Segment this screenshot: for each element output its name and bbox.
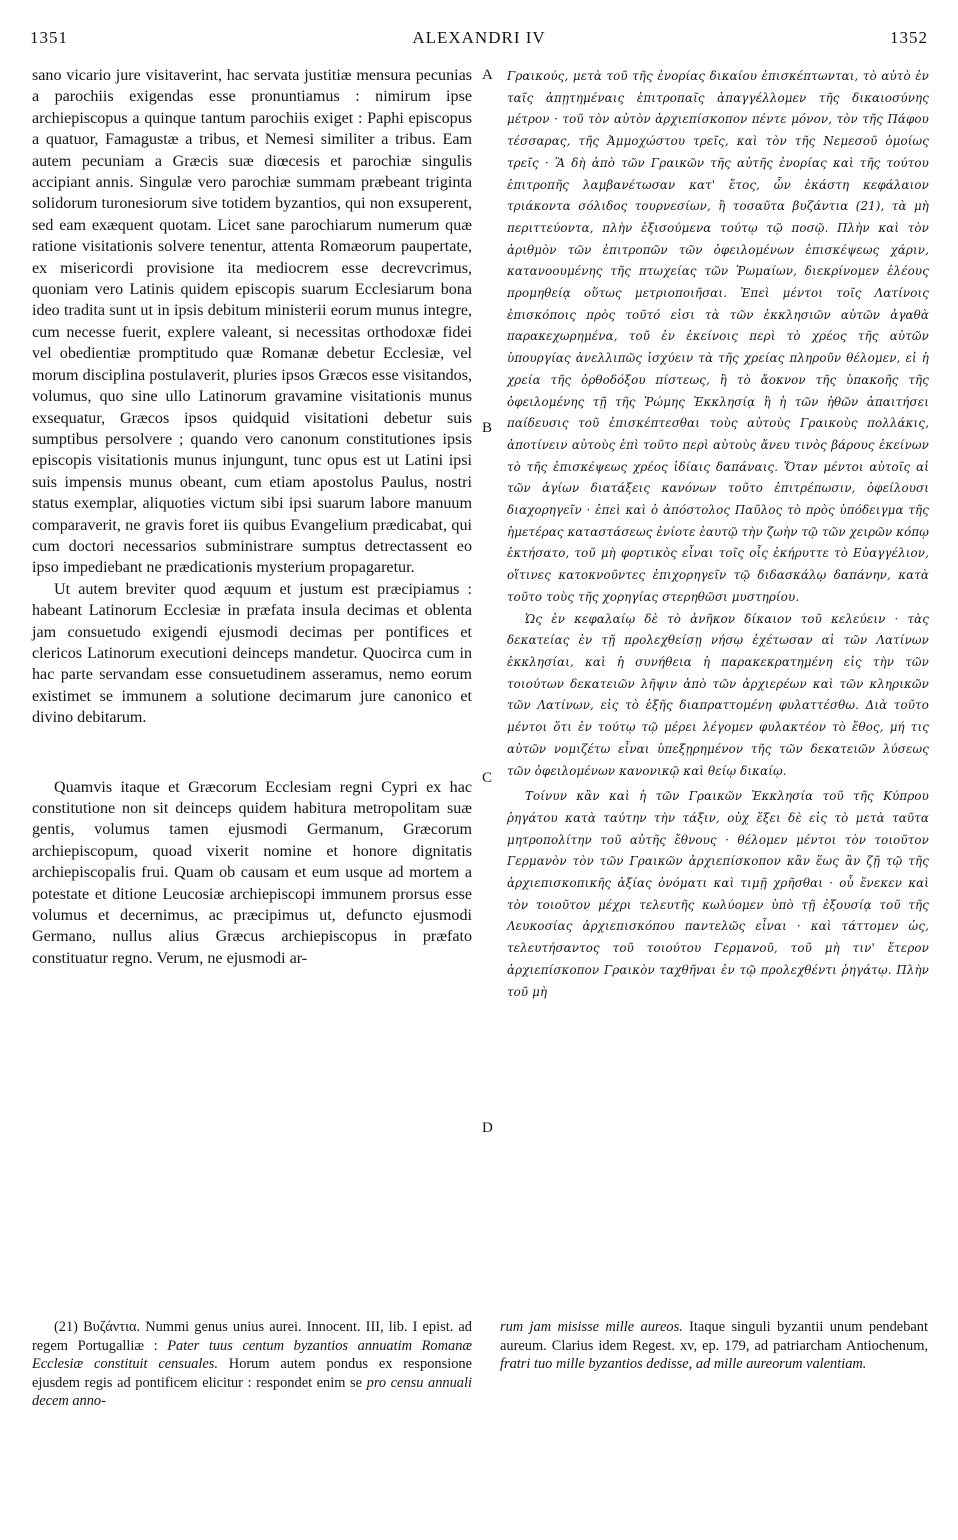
footnote-left [32,1318,472,1411]
margin-letter-b: B [482,420,493,436]
footnote-right-text: Itaque singuli byzantii unum pendebant aureum. Clarius idem Regest. xv, ep. 179, ad patriarcham Antiochenum, [500,1319,928,1354]
latin-paragraph-3: Quamvis itaque et Græcorum Ecclesiam regni Cypri ex hac constitutione non sit deinceps quidem habitura metropolitam suæ gentis, volumus tamen ejusmodi Germanum, Græcorum archiepiscopum, quoad vixerit nomine et honore dignitatis archiepiscopalis frui. Quam ob causam et eum usque ad mortem a potestate et ditione Leucosiæ archiepiscopi immunem prorsus esse volumus et decernimus, ac præcipimus ut, defuncto ejusmodi Germano, nullus alius Græcus archiepiscopus in præfato constituatur regno. Verum, ne ejusmodi ar- [32,778,472,967]
margin-letter-a: A [482,67,493,83]
running-title: ALEXANDRI IV [412,28,546,47]
margin-letter-c: C [482,770,493,786]
footnote-right-italic: rum jam misisse mille aureos. [500,1319,683,1335]
latin-paragraph-2: Ut autem breviter quod æquum et justum est præcipiamus : habeant Latinorum Ecclesiæ in præfata insula decimas et oblenta jam consuetudo exigendi ejusmodi decimas per pontifices et clericos Latinorum executioni deinceps mandetur. Quocirca cum in hac parte servandam esse consuetudinem asseramus, nemo eorum existimet se immunem a solutione decimarum jure canonico et divino debitarum. [32,580,472,727]
footnote-greek-word: Βυζάντια. [83,1319,141,1335]
margin-letter-d: D [482,1120,493,1136]
greek-column [507,66,929,1003]
latin-column [32,65,472,969]
footnote-right [500,1318,928,1374]
greek-paragraph-3: Τοίνυν κἂν καὶ ἡ τῶν Γραικῶν Ἐκκλησία τοῦ τῆς Κύπρου ῥηγάτου κατὰ ταύτην τὴν τάξιν, οὐχ ἕξει δὲ εἰς τὸ μετὰ ταῦτα μητροπολίτην τοῦ αὐτῆς ἔθνους · θέλομεν μέντοι τὸν τοιοῦτον Γερμανὸν τὸν τῶν Γραικῶν ἀρχιεπίσκοπον κἂν ἕως ἂν ζῇ τῷ τῆς ἀρχιεπισκοπικῆς ἀξίας ὀνόματι καὶ τιμῇ χρῆσθαι · οὗ ἕνεκεν καὶ τὸν τοιοῦτον μέχρι τελευτῆς κωλύομεν ὑπὸ τῇ ἐξουσίᾳ τοῦ τῆς Λευκοσίας ἀρχιεπισκόπου παντελῶς εἶναι · καὶ τάττομεν ὡς, τελευτήσαντος τοῦ τοιούτου Γερμανοῦ, τοῦ μὴ τιν' ἕτερον ἀρχιεπίσκοπον Γραικὸν ταχθῆναι ἐν τῷ προλεχθέντι ῥηγάτῳ. Πλὴν τοῦ μὴ [507,789,929,999]
footnote-italic-b: pro censu annuali decem anno- [32,1374,472,1410]
page-header [30,28,928,54]
footnote-text-b: Horum autem pondus ex responsione ejusdem regis ad pontificem elicitur : respondet enim se [32,1356,472,1391]
right-page-number: 1352 [890,28,928,47]
greek-paragraph-1: Γραικούς, μετὰ τοῦ τῆς ἐνορίας δικαίου ἐπισκέπτωνται, τὸ αὐτὸ ἐν ταῖς ἀπῃτημέναις ἐπιτροπαῖς ἀπαγγέλλομεν τῆς δικαιοσύνης μέτρον · τοῦ τὸν αὐτὸν ἀρχιεπίσκοπον πέντε μόνον, τὸν τῆς Πάφου τέσσαρας, τῆς Ἀμμοχώστου τρεῖς, καὶ τὸν τῆς Νεμεσοῦ ὁμοίως τρεῖς · Ἃ δὴ ἀπὸ τῶν Γραικῶν τῆς αὐτῆς ἐνορίας καὶ τῆς τούτου ἐπιτροπῆς λαμβανέτωσαν κατ' ἔτος, ὧν ἑκάστη κεφάλαιον τριάκοντα σόλιδος τουρνεσίων, ἢ τοσαῦτα βυζάντια (21), τὰ μὴ περιττεύοντα, πλὴν ἐξισούμενα τούτῳ τῷ ποσῷ. Πλὴν καὶ τὸν ἀριθμὸν τῶν ἐπιτροπῶν τῶν ὀφειλομένων ἐπισκέψεως χάριν, κατανοουμένης τῆς πτωχείας τῶν Ῥωμαίων, διεκρίνομεν ἐλέους προμηθείᾳ οὕτως μετριοποιῆσαι. Ἐπεὶ μέντοι τοῖς Λατίνοις ἐπισκόποις πρὸς τοῦτό εἰσι τὰ τῶν ἐκκλησιῶν αὐτῶν ἀγαθὰ παρακεχωρημένα, τοῦ ἐν ἐκείνοις περὶ τὸ χρέος τῆς αὐτῶν ὑπουργίας ἀνελλιπῶς ἰσχύειν τὰ τῆς χρείας πληροῦν θέλομεν, εἰ ἡ χρεία τῆς ὀρθοδόξου πίστεως, ἢ τὸ ἄοκνον τῆς ὑπακοῆς τῆς ὀφειλομένης τῇ τῆς Ῥώμης Ἐκκλησίᾳ ἢ ἡ τῶν ἠθῶν ἀπαιτήσει παίδευσις τοῦ ἐπισκέπτεσθαι τοὺς αὐτοὺς Γραικοὺς πολλάκις, ἀποτίνειν αὐτοὺς ἐπὶ τοῦτο περὶ αὐτοὺς ἄνευ τινὸς βάρους ἐκείνων τὸ τῆς ἐπισκέψεως χρέος ἰδίαις δαπάναις. Ὅταν μέντοι αὐτοῖς αἱ τῶν ἁγίων διατάξεις κανόνων τοῦτο ἐπιτρέπωσιν, ὀφείλουσι διαχορηγεῖν · ἐπεὶ καὶ ὁ ἀπόστολος Παῦλος τὸ πρὸς ὑπόδειγμα τῆς ἡμετέρας καταστάσεως ἐνίοτε ἑαυτῷ τὴν ζωὴν τῷ τῶν χειρῶν κόπῳ ἐκτήσατο, τοῦ μὴ φορτικὸς εἶναι τοῖς οἷς ἐκήρυττε τὸ Εὐαγγέλιον, οἵτινες κατοκνοῦντες ἐπιχορηγεῖν τῷ διδασκάλῳ δαπάνην, κατὰ τοῦτο τοὺς τῆς χορηγίας στερηθῶσι μυστηρίου. [507,69,929,604]
greek-paragraph-2: Ὡς ἐν κεφαλαίῳ δὲ τὸ ἀνῆκον δίκαιον τοῦ κελεύειν · τὰς δεκατείας ἐν τῇ προλεχθείσῃ νήσῳ ἐχέτωσαν αἱ τῶν Λατίνων ἐκκλησίαι, καὶ ἡ συνήθεια ἡ παρακεκρατημένη εἰς τὴν τῶν τοιούτων δεκατειῶν λῆψιν ἀπὸ τῶν ἀρχιερέων καὶ τῶν κληρικῶν τῶν Λατίνων, εἰς τὸ ἑξῆς διαπραττομένη φυλαττέσθω. Διὰ τοῦτο μέντοι ὅτι ἐν τούτῳ τῷ μέρει λέγομεν φυλακτέον τὸ ἔθος, μή τις αὐτῶν νομιζέτω εἶναι ὑπεξῃρημένον τῆς τῶν δεκατειῶν λύσεως τῶν ὀφειλομένων κανονικῷ καὶ θείῳ δικαίῳ. [507,611,929,778]
footnote-number: (21) [54,1319,78,1335]
footnote-text-a: Nummi genus unius aurei. Innocent. III, lib. I epist. ad regem Portugalliæ : [32,1319,472,1354]
latin-paragraph-1: sano vicario jure visitaverint, hac servata justitiæ mensura pecunias a parochiis exigendas esse pronuntiamus : nimirum ipse archiepiscopus a quinque tantum parochiis exiget : Paphi episcopus a quatuor, Famagustæ a tribus, et Nemesi similiter a tribus. Eam autem pecuniam a Græcis suæ diœcesis et parochiæ singulis accipiant annis. Singulæ vero parochiæ summam præbeant triginta solidorum turonesiorum sive totidem byzantios, qui non exsuperent, sed eam exæquent quotam. Licet sane parochiarum numerum quæ ratione visitationis solvere tenentur, attenta Romæorum paupertate, ex misericordi provisione ita mediocrem esse decrevcrimus, quoniam vero Latinis quidem episcopis suarum Ecclesiarum bona ideo tradita sunt ut in ipsis debitum ministerii eorum munus integre, cum necesse fuerit, explere valeant, si necessitas orthodoxæ fidei vel obedientiæ promptitudo quæ Romanæ debetur Ecclesiæ, vel morum disciplina postulaverit, pluries ipsos Græcos esse visitandos, volumus, quo sine ullo Latinorum gravamine visitationis munus exsequatur, Græcos ipsos quidquid visitationi debetur suis sumptibus persolvere ; quando vero canonum constitutiones ipsis episcopis visitationis munus injungunt, tunc opus est ut Latini ipsi suis impensis munus obeant, cum etiam apostolus Paulus, nostri status exemplar, aliquoties victum sibi ipsi suarum labore manuum comparaverit, ne gravis foret iis quibus Evangelium prædicabat, qui cum doctori necessarios subministrare sumptus detrectassent eo ipso impediebant ne prædicationis mysterium propagaretur. [32,67,472,577]
footnote-italic-a: Pater tuus centum byzantios annuatim Romanæ Ecclesiæ constituit censuales. [32,1337,472,1373]
footnote-rule [32,1312,472,1313]
left-page-number: 1351 [30,28,68,47]
footnote-right-italic-2: fratri tuo mille byzantios dedisse, ad mille aureorum valentiam. [500,1356,867,1373]
